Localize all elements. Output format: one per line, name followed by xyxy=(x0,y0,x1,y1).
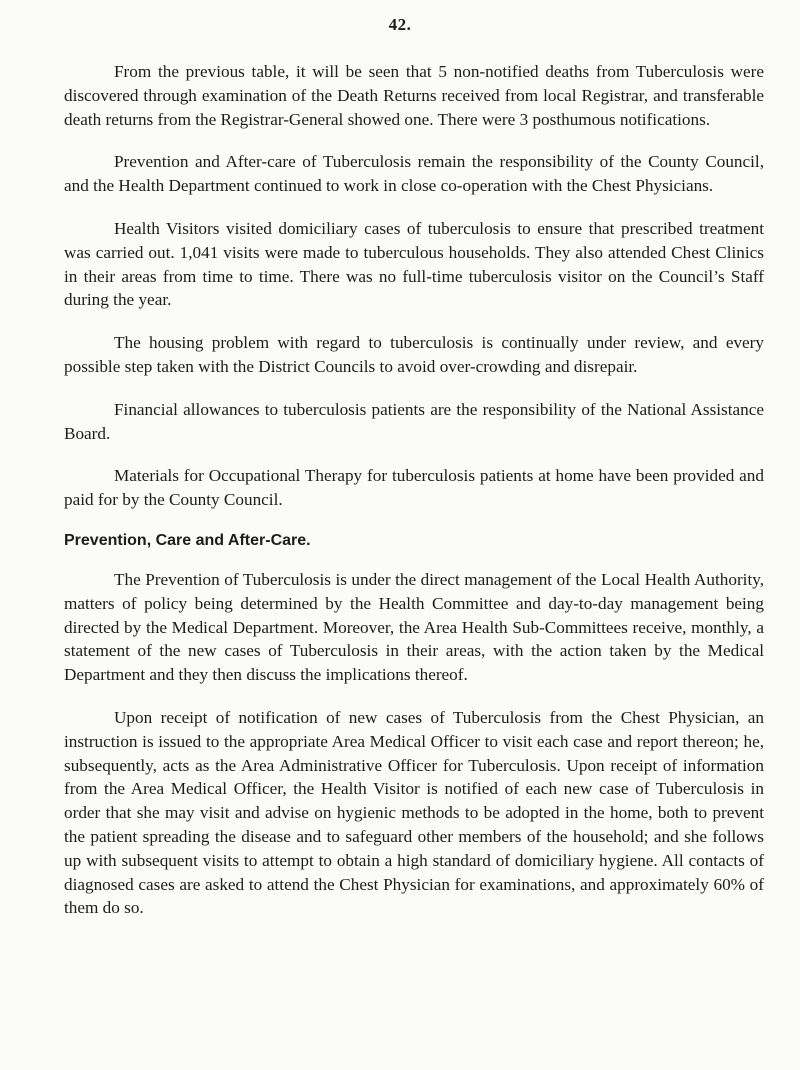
paragraph-financial-allowances: Financial allowances to tuberculosis patients are the responsibility of the National Assistance Board. xyxy=(64,399,764,443)
paragraph-notification-procedure: Upon receipt of notification of new cases of Tuberculosis from the Chest Physician, an instruction is issued to the appropriate Area Medical Officer to visit each case and report thereon; he, subsequently, acts as the Area Administrative Officer for Tuberculosis. Upon receipt of information from the Area Medical Officer, the Health Visitor is notified of each new case of Tuberculosis in order that she may visit and advise on hygienic methods to be adopted in the home, both to prevent the patient spreading the disease and to safeguard other members of the household; and she follows up with subsequent visits to attempt to obtain a high standard of domiciliary hygiene. All contacts of diagnosed cases are asked to attend the Chest Physician for examinations, and approximately 60% of them do so. xyxy=(64,707,764,918)
section-heading: Prevention, Care and After-Care. xyxy=(64,531,311,549)
paragraph-prevention-management: The Prevention of Tuberculosis is under the direct management of the Local Health Authority, matters of policy being determined by the Health Committee and day-to-day management being directed by the Medical Department. Moreover, the Area Health Sub-Committees receive, monthly, a statement of the new cases of Tuberculosis in their areas, with the action taken by the Medical Department and they then discuss the implications thereof. xyxy=(64,569,764,685)
page-number: 42. xyxy=(388,15,412,34)
paragraph-health-visitors: Health Visitors visited domiciliary cases of tuberculosis to ensure that prescribed treatment was carried out. 1,041 visits were made to tuberculous households. They also attended Chest Clinics in their areas from time to time. There was no full-time tuberculosis visitor on the Council’s Staff during the year. xyxy=(64,218,764,310)
paragraph-non-notified-deaths: From the previous table, it will be seen that 5 non-notified deaths from Tuberculosis were discovered through examination of the Death Returns received from local Registrar, and transferable death returns from the Registrar-General showed one. There were 3 posthumous notifications. xyxy=(64,62,764,129)
page-body xyxy=(64,60,764,939)
paragraph-housing-problem: The housing problem with regard to tuberculosis is continually under review, and every possible step taken with the District Councils to avoid over-crowding and disrepair. xyxy=(64,333,764,376)
paragraph-prevention-responsibility: Prevention and After-care of Tuberculosis remain the responsibility of the County Council, and the Health Department continued to work in close co-operation with the Chest Physicians. xyxy=(64,152,764,196)
paragraph-occupational-therapy: Materials for Occupational Therapy for tuberculosis patients at home have been provided and paid for by the County Council. xyxy=(64,466,764,510)
